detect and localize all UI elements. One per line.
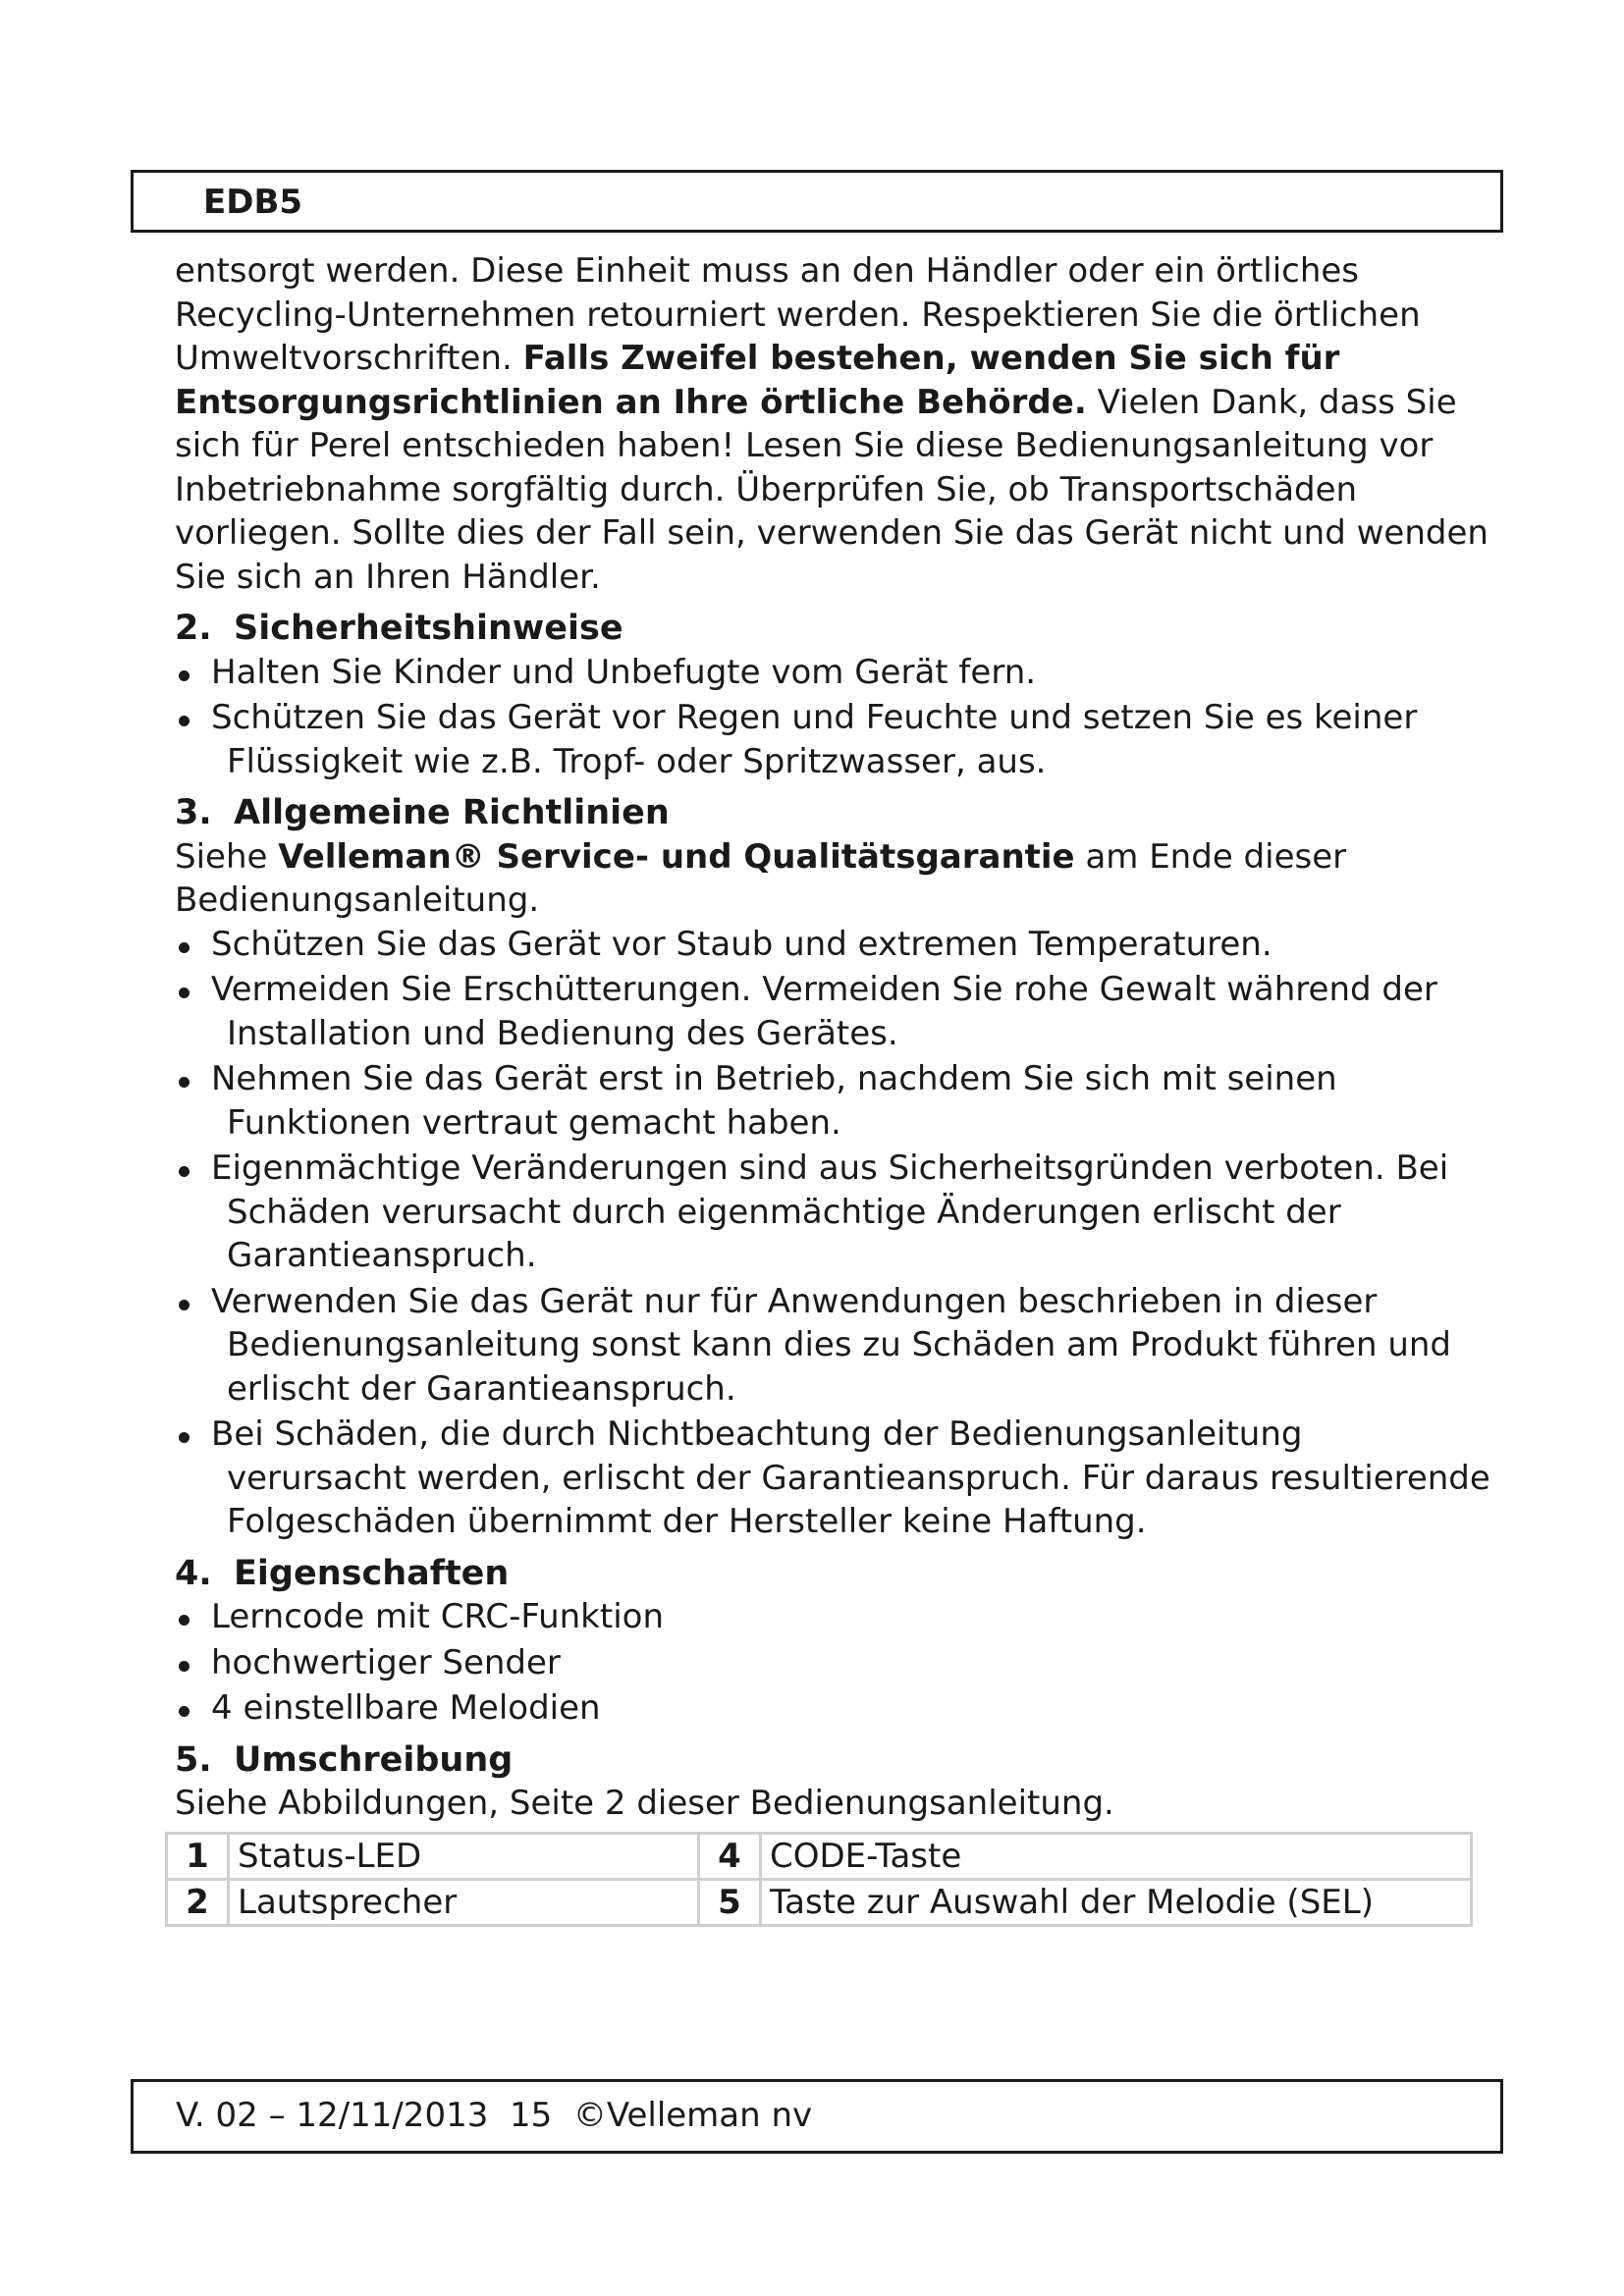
model-name: EDB5 (203, 183, 303, 222)
list-item: Lerncode mit CRC-Funktion (175, 1595, 1490, 1639)
list-item: Halten Sie Kinder und Unbefugte vom Gerät fern. (175, 651, 1490, 695)
footer-text: V. 02 – 12/11/2013 15 ©Velleman nv (176, 2096, 813, 2135)
section-heading-5: 5. Umschreibung (175, 1739, 514, 1780)
intro-paragraph: entsorgt werden. Diese Einheit muss an den Händler oder ein örtliches Recycling-Unternehmen retourniert werden. Respektieren Sie die örtlichen Umweltvorschriften. Falls Zweifel bestehen, wenden Sie sich für Entsorgungsrichtlinien an Ihre örtliche Behörde. Vielen Dank, dass Sie sich für Perel entschieden haben! Lesen Sie diese Bedienungsanleitung vor Inbetriebnahme sorgfältig durch. Überprüfen Sie, ob Transportschäden vorliegen. Sollte dies der Fall sein, verwenden Sie das Gerät nicht und wenden Sie sich an Ihren Händler. (175, 251, 1489, 597)
description-intro: Siehe Abbildungen, Seite 2 dieser Bedienungsanleitung. (175, 1784, 1114, 1823)
guidelines-intro: Siehe Velleman® Service- und Qualitätsgarantie am Ende dieser Bedienungsanleitung. (175, 836, 1347, 920)
section-heading-3: 3. Allgemeine Richtlinien (175, 793, 670, 832)
list-item: Nehmen Sie das Gerät erst in Betrieb, nachdem Sie sich mit seinen Funktionen vertraut gemacht haben. (175, 1057, 1490, 1145)
section-heading-4: 4. Eigenschaften (175, 1553, 510, 1593)
features-list (175, 1595, 1490, 1731)
list-item: hochwertiger Sender (175, 1641, 1490, 1685)
list-item: 4 einstellbare Melodien (175, 1686, 1490, 1731)
section-heading-2: 2. Sicherheitshinweise (175, 609, 623, 648)
guidelines-list (175, 923, 1490, 1544)
list-item: Eigenmächtige Veränderungen sind aus Sicherheitsgründen verboten. Bei Schäden verursacht durch eigenmächtige Änderungen erlischt der Garantieanspruch. (175, 1147, 1490, 1278)
list-item: Vermeiden Sie Erschütterungen. Vermeiden Sie rohe Gewalt während der Installation und Bedienung des Gerätes. (175, 968, 1490, 1055)
safety-list (175, 651, 1490, 784)
table-row: 1 Status-LED 4 CODE-Taste (167, 1833, 1472, 1879)
list-item: Bei Schäden, die durch Nichtbeachtung der Bedienungsanleitung verursacht werden, erlischt der Garantieanspruch. Für daraus resultierende Folgeschäden übernimmt der Hersteller keine Haftung. (175, 1413, 1490, 1544)
list-item: Schützen Sie das Gerät vor Staub und extremen Temperaturen. (175, 923, 1490, 967)
page-body (175, 249, 1490, 1927)
page-header (131, 170, 1503, 233)
list-item: Schützen Sie das Gerät vor Regen und Feuchte und setzen Sie es keiner Flüssigkeit wie z.B. Tropf- oder Spritzwasser, aus. (175, 696, 1490, 783)
table-row: 2 Lautsprecher 5 Taste zur Auswahl der Melodie (SEL) (167, 1879, 1472, 1925)
page-footer (131, 2079, 1503, 2154)
parts-table (165, 1832, 1473, 1927)
list-item: Verwenden Sie das Gerät nur für Anwendungen beschrieben in dieser Bedienungsanleitung sonst kann dies zu Schäden am Produkt führen und erlischt der Garantieanspruch. (175, 1280, 1490, 1412)
